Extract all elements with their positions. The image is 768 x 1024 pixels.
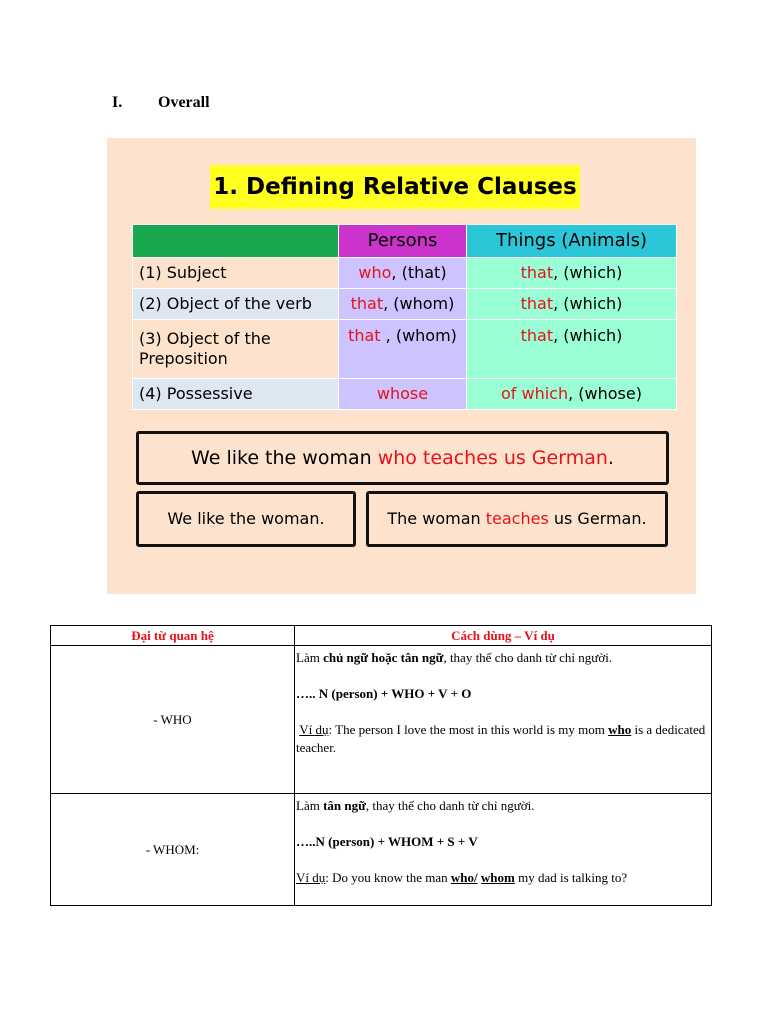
- example-combined-sentence: We like the woman who teaches us German.: [136, 431, 669, 485]
- table-row: [51, 646, 712, 794]
- persons-cell: who, (that): [339, 258, 467, 289]
- relative-clauses-table: [132, 224, 677, 410]
- things-cell: that, (which): [467, 258, 677, 289]
- persons-cell: that, (whom): [339, 289, 467, 320]
- persons-cell: whose: [339, 379, 467, 410]
- things-cell: that, (which): [467, 320, 677, 379]
- table-row: [133, 289, 677, 320]
- things-cell: of which, (whose): [467, 379, 677, 410]
- table-header-row: [133, 225, 677, 258]
- figure-title: 1. Defining Relative Clauses: [210, 165, 580, 209]
- things-cell: that, (which): [467, 289, 677, 320]
- section-heading: [112, 94, 210, 112]
- row-label: (1) Subject: [133, 258, 339, 289]
- example-main-clause: We like the woman.: [136, 491, 356, 547]
- formula: …..N (person) + WHOM + S + V: [296, 834, 478, 849]
- row-label: (3) Object of the Preposition: [133, 320, 339, 379]
- usage-cell: Làm chủ ngữ hoặc tân ngữ, thay thế cho danh từ chỉ người. ….. N (person) + WHO + V + O Ví dụ: The person I love the most in this world is my mom who is a dedicated teacher.: [295, 646, 712, 794]
- pronoun-who: - WHO: [51, 646, 295, 794]
- relative-clauses-figure: [107, 138, 696, 594]
- persons-cell: that , (whom): [339, 320, 467, 379]
- section-title: Overall: [158, 94, 210, 111]
- pronoun-usage-table: [50, 625, 712, 906]
- section-number: I.: [112, 94, 123, 111]
- example-second-clause: The woman teaches us German.: [366, 491, 668, 547]
- row-label: (2) Object of the verb: [133, 289, 339, 320]
- header-persons: Persons: [339, 225, 467, 258]
- table-header-row: [51, 626, 712, 646]
- header-empty: [133, 225, 339, 258]
- header-things: Things (Animals): [467, 225, 677, 258]
- header-usage: Cách dùng – Ví dụ: [295, 626, 712, 646]
- formula: ….. N (person) + WHO + V + O: [296, 686, 472, 701]
- table-row: [133, 258, 677, 289]
- table-row: [133, 320, 677, 379]
- table-row: [51, 794, 712, 906]
- header-pronoun: Đại từ quan hệ: [51, 626, 295, 646]
- pronoun-whom: - WHOM:: [51, 794, 295, 906]
- usage-cell: Làm tân ngữ, thay thế cho danh từ chỉ người. …..N (person) + WHOM + S + V Ví dụ: Do you know the man who/ whom my dad is talking to?: [295, 794, 712, 906]
- row-label: (4) Possessive: [133, 379, 339, 410]
- table-row: [133, 379, 677, 410]
